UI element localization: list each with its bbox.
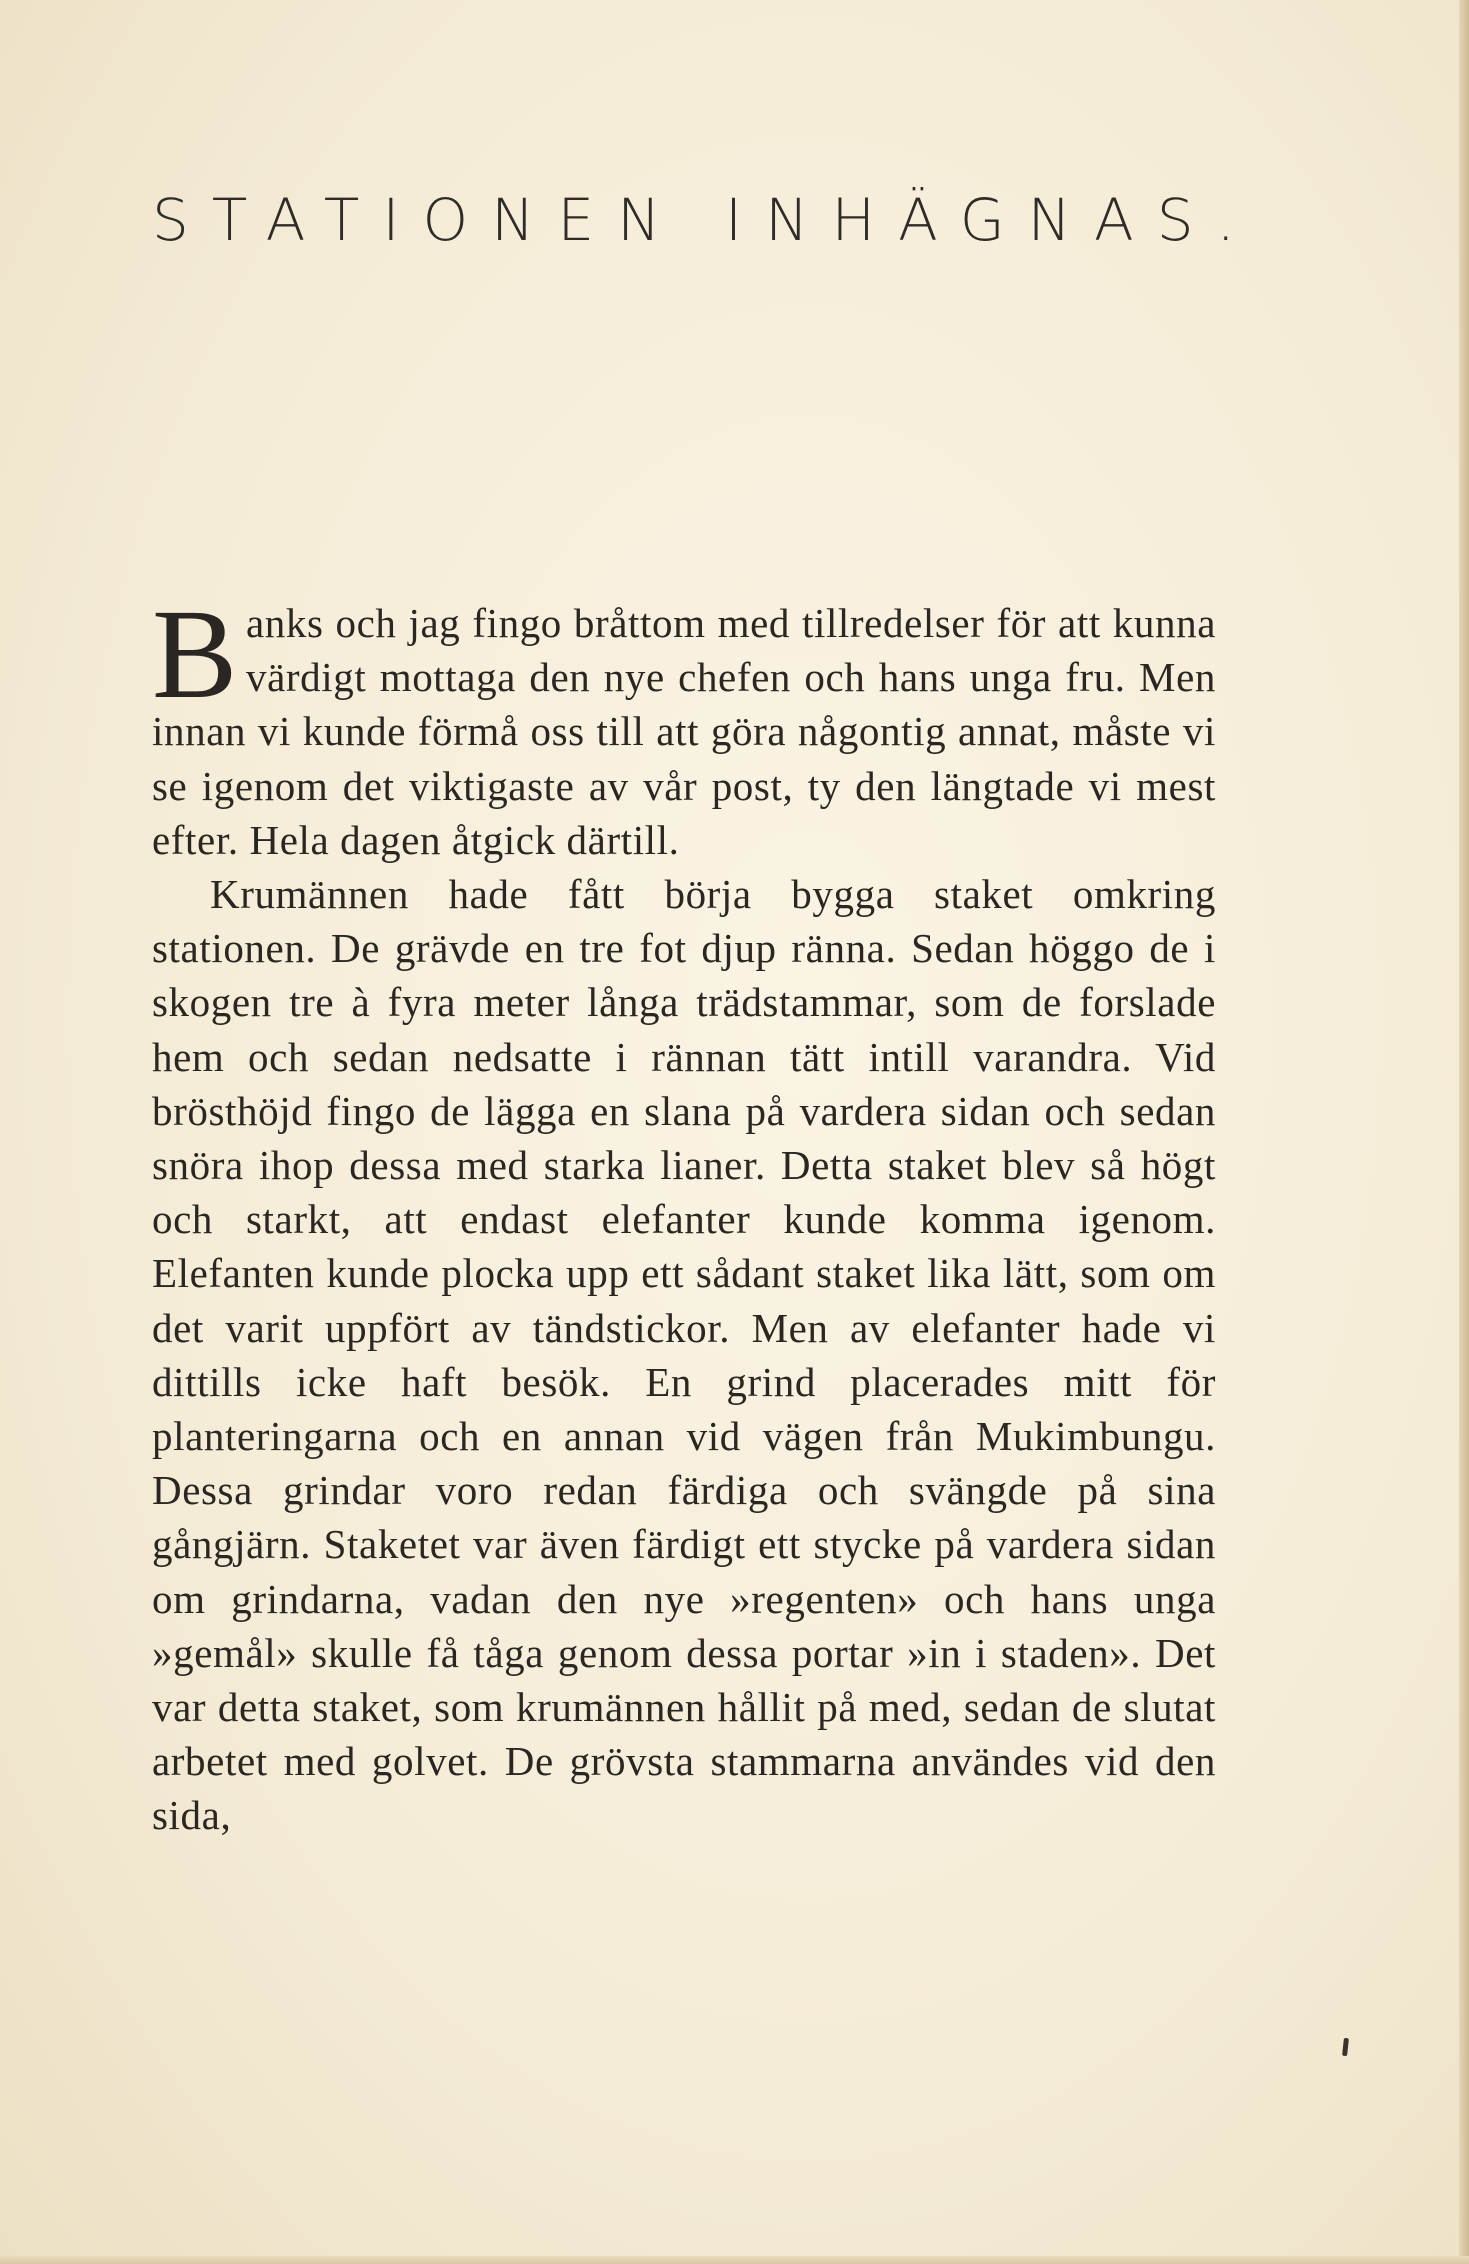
paragraph-1 — [152, 583, 1216, 867]
body-text — [152, 583, 1216, 1843]
drop-cap: B — [152, 583, 238, 725]
paragraph-2 — [152, 867, 1216, 1843]
paragraph-2-text: Krumännen hade fått börja bygga staket omkring stationen. De grävde en tre fot djup ränna. Sedan höggo de i skogen tre à fyra meter långa trädstammar, som de forslade hem och sedan nedsatte i rännan tätt intill varandra. Vid brösthöjd fingo de lägga en slana på vardera sidan och sedan snöra ihop dessa med starka lianer. Detta staket blev så högt och starkt, att endast elefanter kunde komma igenom. Elefanten kunde plocka upp ett sådant staket lika lätt, som om det varit uppfört av tändstickor. Men av elefanter hade vi dittills icke haft besök. En grind placerades mitt för planteringarna och en annan vid vägen från Mukimbungu. Dessa grindar voro redan färdiga och svängde på sina gångjärn. Staketet var även färdigt ett stycke på vardera sidan om grindarna, vadan den nye »regenten» och hans unga »gemål» skulle få tåga genom dessa portar »in i staden». Det var detta staket, som krumännen hållit på med, sedan de slutat arbetet med golvet. De grövsta stammarna användes vid den sida, — [152, 871, 1216, 1839]
paragraph-1-text: anks och jag fingo bråttom med tillredelser för att kunna värdigt mottaga den nye chefen och hans unga fru. Men innan vi kunde förmå oss till att göra någontig annat, måste vi se igenom det viktigaste av vår post, ty den längtade vi mest efter. Hela dagen åtgick därtill. — [152, 600, 1216, 863]
ink-mark — [1342, 2038, 1349, 2056]
chapter-title: STATIONEN INHÄGNAS. — [152, 186, 1258, 254]
page-bottom-edge — [0, 2256, 1469, 2264]
page-edge-shadow — [1459, 0, 1469, 2264]
